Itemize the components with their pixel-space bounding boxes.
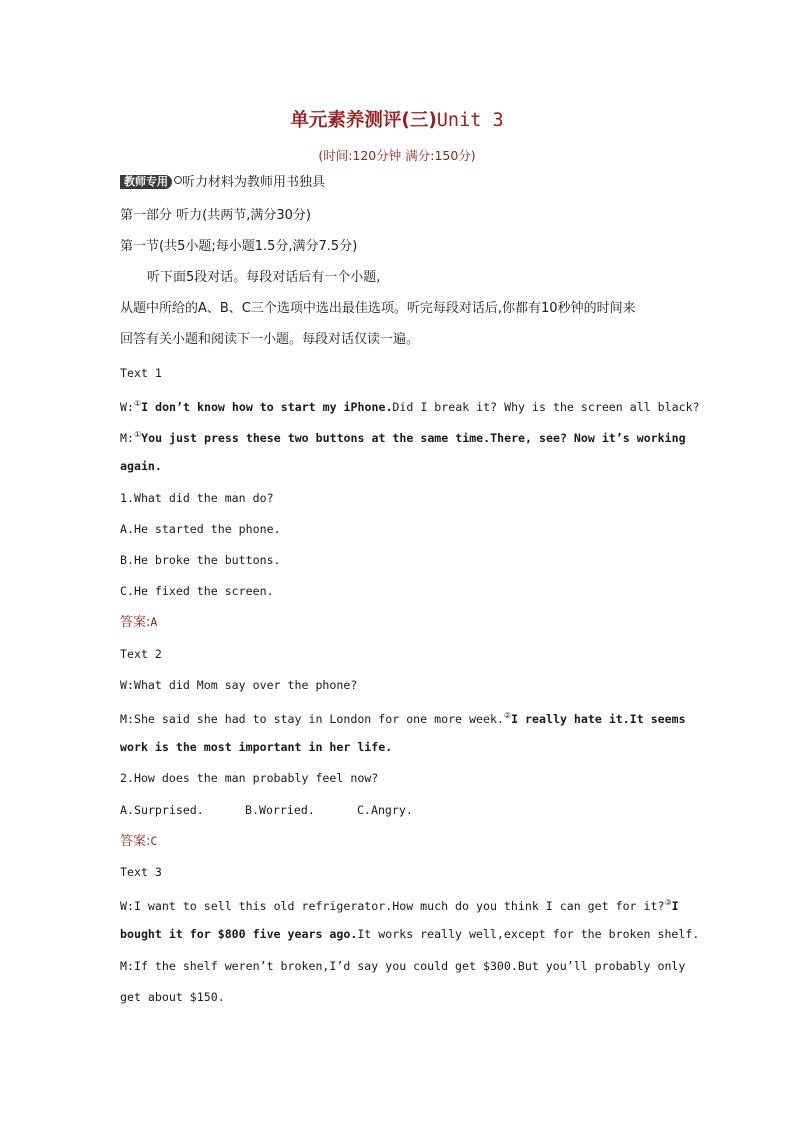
text1-man-line-2: again. (120, 459, 162, 473)
text2-man-line-2: work is the most important in her life. (120, 740, 393, 754)
marker-3: ③ (664, 898, 672, 907)
text3-label: Text 3 (120, 865, 162, 879)
text2-man-line-1 (120, 708, 686, 727)
teacher-note-text: 听力材料为教师用书独具 (182, 175, 326, 190)
text1-w-rest: Did I break it? Why is the screen all black? (392, 400, 700, 414)
q2-options (120, 802, 413, 818)
marker-2: ② (503, 711, 512, 720)
text3-woman-line-1 (120, 895, 679, 914)
text1-label: Text 1 (120, 366, 162, 380)
text1-man-line-1 (120, 427, 686, 446)
title-chinese: 单元素养测评(三) (290, 110, 437, 131)
marker-1: ① (133, 399, 142, 408)
text2-label: Text 2 (120, 647, 162, 661)
speaker-w: W: (120, 899, 134, 913)
instruction-line-1: 听下面5段对话。每段对话后有一个小题, (147, 270, 381, 285)
q1-option-b: B.He broke the buttons. (120, 553, 281, 567)
q2-option-a: A.Surprised. (120, 803, 204, 817)
answer-value: C (150, 834, 158, 848)
instruction-line-2: 从题中所给的A、B、C三个选项中选出最佳选项。听完每段对话后,你都有10秒钟的时间来 (120, 301, 636, 316)
q2-option-c: C.Angry. (357, 803, 413, 817)
title-unit: Unit 3 (436, 110, 504, 131)
text1-w-bold: I don’t know how to start my iPhone. (141, 400, 393, 414)
text3-w-plain: I want to sell this old refrigerator.How much do you think I can get for it? (133, 899, 665, 913)
marker-1b: ① (133, 430, 142, 439)
page-subtitle: (时间:120分钟 满分:150分) (318, 148, 476, 163)
instruction-line-3: 回答有关小题和阅读下一小题。每段对话仅读一遍。 (120, 332, 420, 347)
answer-label: 答案: (120, 834, 151, 849)
q1-answer (120, 614, 157, 631)
question-2: 2.How does the man probably feel now? (120, 771, 379, 785)
part1-heading: 第一部分 听力(共两节,满分30分) (120, 208, 311, 223)
teacher-note (120, 175, 325, 191)
page-title (0, 106, 794, 132)
text3-w-rest: It works really well,except for the broken shelf. (357, 927, 700, 941)
text2-m-plain: She said she had to stay in London for one more week. (133, 712, 504, 726)
q2-option-b: B.Worried. (245, 803, 315, 817)
teacher-badge: 教师专用 (120, 175, 172, 189)
text3-man-line-2: get about $150. (120, 990, 225, 1004)
text3-w-bold-1: I (671, 899, 679, 913)
speaker-m: M: (120, 431, 134, 445)
speaker-m: M: (120, 712, 134, 726)
section1-heading: 第一节(共5小题;每小题1.5分,满分7.5分) (120, 239, 358, 254)
text3-w-bold-2: bought it for $800 five years ago. (120, 927, 358, 941)
speaker-w: W: (120, 400, 134, 414)
question-1: 1.What did the man do? (120, 491, 274, 505)
q2-answer (120, 833, 157, 850)
answer-label: 答案: (120, 615, 151, 630)
badge-dot-icon (174, 176, 182, 184)
text2-woman-line: W:What did Mom say over the phone? (120, 678, 358, 692)
text2-m-bold-1: I really hate it.It seems (511, 712, 686, 726)
q1-option-c: C.He fixed the screen. (120, 584, 274, 598)
text1-woman-line (120, 396, 700, 415)
text3-man-line-1: M:If the shelf weren’t broken,I’d say you could get $300.But you’ll probably only (120, 959, 686, 973)
answer-value: A (150, 615, 158, 629)
text1-m-bold-1: You just press these two buttons at the same time.There, see? Now it’s working (141, 431, 686, 445)
text3-woman-line-2 (120, 926, 699, 942)
q1-option-a: A.He started the phone. (120, 522, 281, 536)
